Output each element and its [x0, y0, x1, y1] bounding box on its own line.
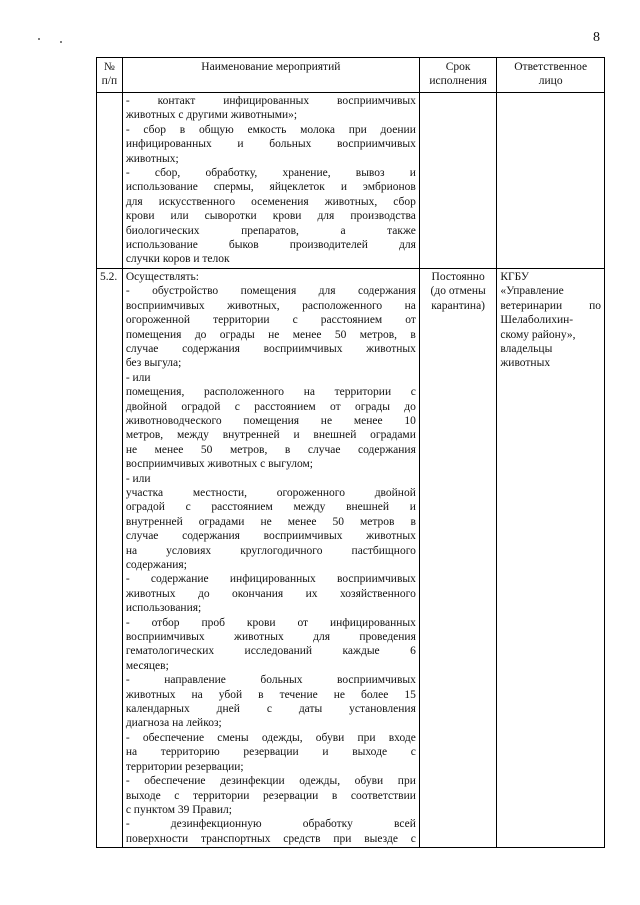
scan-artifact-dot: [38, 38, 40, 40]
table-header-row: [97, 58, 605, 93]
measure-line: случки коров и телок: [125, 253, 230, 266]
measure-line: помещения, расположенного на территории с: [125, 386, 416, 399]
measure-line: без выгула;: [125, 357, 182, 370]
measure-line: - дезинфекционную обработку всей: [125, 818, 416, 831]
measure-line: восприимчивых животных для проведения: [125, 631, 416, 644]
measure-text-cell: [122, 268, 419, 847]
measure-line: содержания;: [125, 559, 187, 571]
responsible-line: Шелаболихин-: [500, 314, 574, 327]
measure-line: метров, между внутренней и внешней оградами: [125, 429, 416, 442]
measure-line: выходе с территории резервации в соответствии: [125, 789, 416, 802]
measure-line: - направление больных восприимчивых: [125, 674, 416, 687]
measure-line: - содержание инфицированных восприимчивых: [125, 573, 416, 586]
measure-line: поверхности транспортных средств при выезде с: [125, 832, 416, 845]
header-term: Срок исполнения: [419, 58, 496, 93]
measure-line: огороженной территории с расстоянием от: [125, 314, 416, 327]
measure-line: диагноза на лейкоз;: [125, 717, 222, 730]
table-row: [97, 93, 605, 269]
measure-line: животноводческого помещения не менее 10: [125, 414, 416, 427]
row-number-cell: 5.2.: [97, 268, 123, 847]
responsible-line: ветеринарии по: [500, 299, 601, 312]
measure-line: гематологических исследований каждые 6: [125, 645, 416, 658]
measure-line: участка местности, огороженного двойной: [125, 486, 416, 499]
term-line: карантина): [431, 299, 486, 312]
measure-line: для искусственного осеменения животных, сбор: [125, 195, 416, 208]
term-line: Постоянно: [431, 270, 485, 283]
responsible-line: скому району»,: [500, 328, 576, 341]
header-responsible: Ответственное лицо: [497, 58, 605, 93]
measure-line: территории резервации;: [125, 760, 244, 773]
measure-line: - контакт инфицированных восприимчивых: [125, 95, 416, 107]
measure-line: использование спермы, яйцеклеток и эмбрионов: [125, 181, 416, 194]
measure-line: оградой с расстоянием между внешней и: [125, 501, 416, 514]
measure-line: на территорию резервации и выходе с: [125, 746, 416, 759]
measure-line: месяцев;: [125, 659, 169, 672]
measure-line: - или: [125, 371, 151, 384]
measure-line: - отбор проб крови от инфицированных: [125, 616, 416, 629]
term-line: (до отмены: [430, 285, 486, 298]
term-cell: [419, 268, 496, 847]
measures-table: [96, 57, 605, 848]
measure-line: не менее 50 метров, в случае содержания: [125, 443, 416, 456]
header-name: Наименование мероприятий: [122, 58, 419, 93]
measure-line: животных на убой в течение не более 15: [125, 688, 416, 701]
measure-line: биологических препаратов, а также: [125, 224, 416, 237]
term-cell: [419, 93, 496, 269]
measure-line: - сбор, обработку, хранение, вывоз и: [125, 167, 416, 180]
measure-line: календарных дней с даты установления: [125, 703, 416, 716]
measure-line: - или: [125, 472, 151, 485]
scan-artifact-dot: [60, 41, 62, 43]
measure-line: восприимчивых животных, расположенного на: [125, 299, 416, 312]
responsible-cell: [497, 93, 605, 269]
measure-line: внутренней оградами не менее 50 метров в: [125, 515, 416, 528]
responsible-line: КГБУ: [500, 270, 530, 283]
measure-line: - сбор в общую емкость молока при доении: [125, 123, 416, 136]
responsible-line: животных: [500, 357, 551, 370]
measure-line: помещения до ограды не менее 50 метров, в: [125, 328, 416, 341]
responsible-line: владельцы: [500, 342, 553, 355]
header-num: № п/п: [97, 58, 123, 93]
measure-line: использования;: [125, 602, 202, 615]
page-number: 8: [593, 30, 600, 45]
measure-line: использование быков производителей для: [125, 239, 416, 252]
measure-line: Осуществлять:: [125, 270, 199, 283]
measure-line: - обеспечение дезинфекции одежды, обуви при: [125, 775, 416, 788]
measure-line: животных с другими животными»;: [125, 109, 298, 122]
table-row: [97, 268, 605, 847]
measure-line: животных;: [125, 152, 179, 165]
measure-line: - обустройство помещения для содержания: [125, 285, 416, 298]
measure-text-cell: [122, 93, 419, 269]
row-number-cell: [97, 93, 123, 269]
measure-line: восприимчивых животных с выгулом;: [125, 458, 313, 471]
measure-line: крови или сыворотки крови для производства: [125, 210, 416, 223]
measure-line: случае содержания восприимчивых животных: [125, 530, 416, 543]
measure-line: с пунктом 39 Правил;: [125, 803, 232, 816]
measure-line: инфицированных и больных восприимчивых: [125, 138, 416, 151]
responsible-line: «Управление: [500, 285, 564, 298]
responsible-cell: [497, 268, 605, 847]
measure-line: животных до окончания их хозяйственного: [125, 587, 416, 600]
measure-line: случае содержания восприимчивых животных: [125, 342, 416, 355]
measure-line: двойной оградой с расстоянием от ограды до: [125, 400, 416, 413]
measure-line: на условиях круглогодичного пастбищного: [125, 544, 416, 557]
measure-line: - обеспечение смены одежды, обуви при входе: [125, 731, 416, 744]
